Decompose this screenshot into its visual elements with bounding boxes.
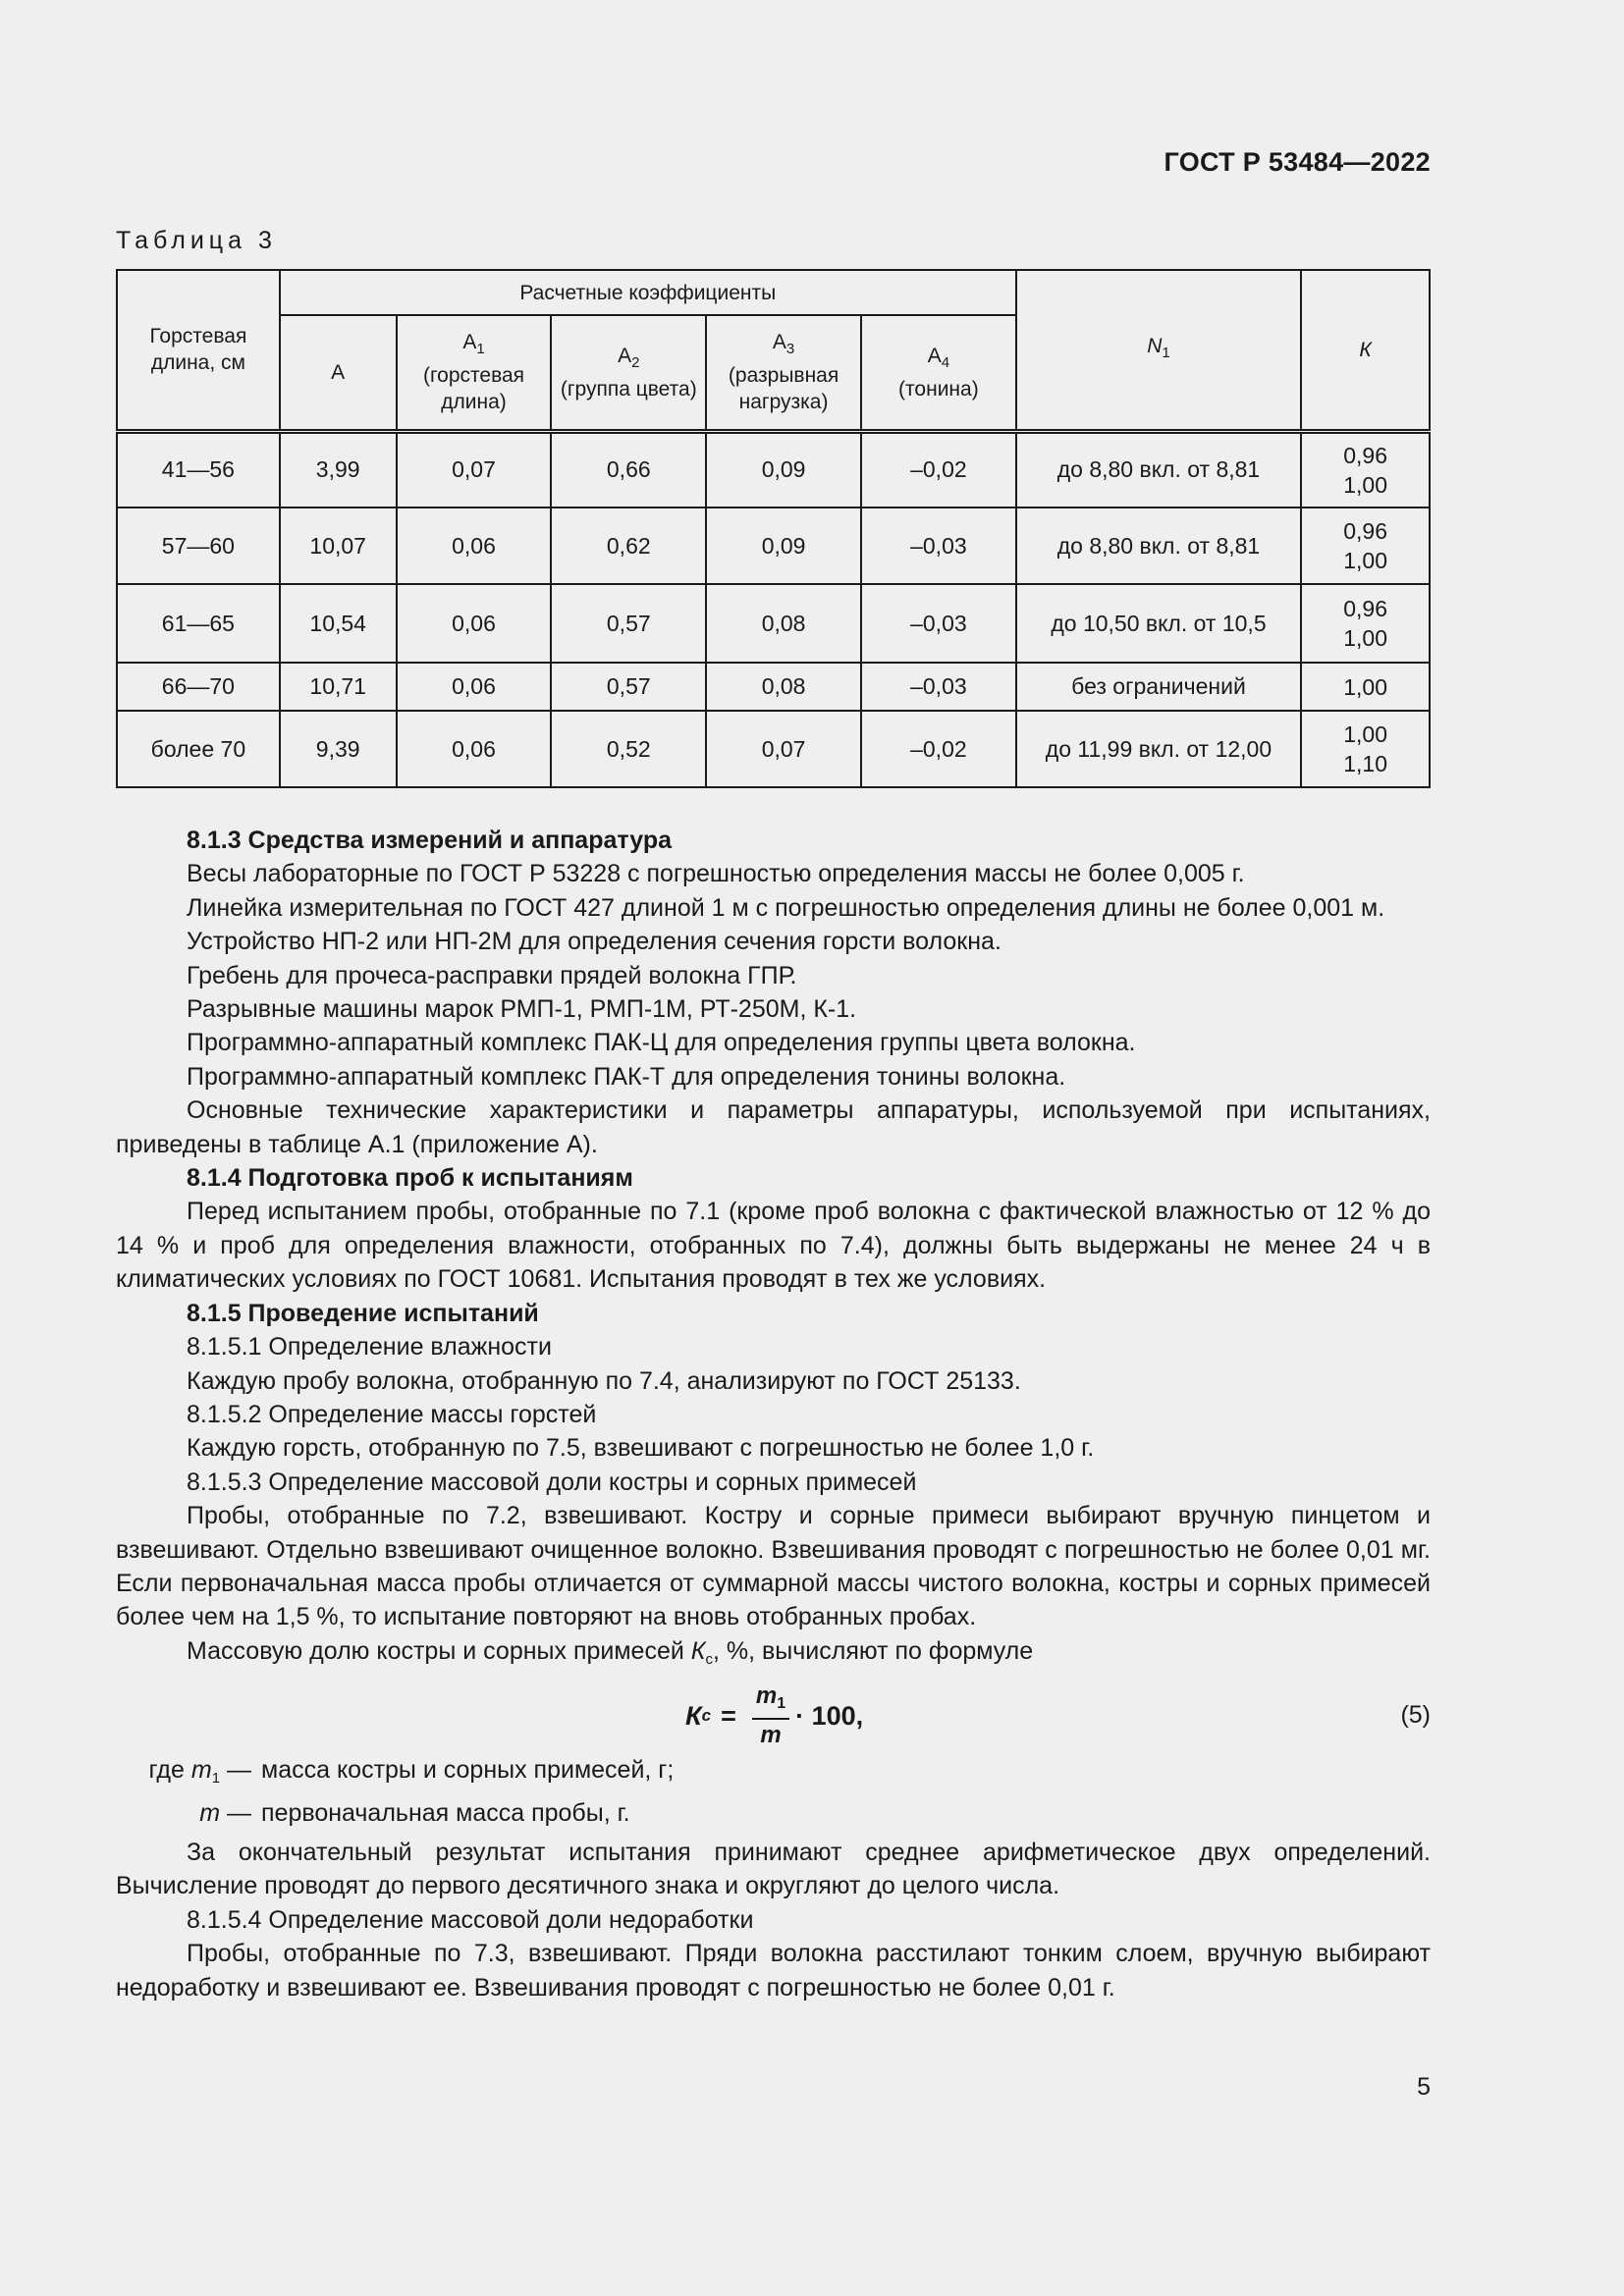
formula-denominator: m [760,1722,782,1749]
table-row [117,663,1430,711]
cell-k-value-1: 1,00 [1343,721,1387,747]
cell-k-value-1: 1,00 [1343,673,1387,700]
cell-a1: 0,07 [397,431,552,507]
cell-a1: 0,06 [397,711,552,787]
table-body [117,431,1430,787]
cell-a1: 0,06 [397,663,552,711]
header-n1 [1016,270,1301,431]
formula-number: (5) [1400,1701,1431,1730]
cell-a4: –0,02 [861,711,1016,787]
formula-numerator [752,1682,789,1720]
cell-a2: 0,57 [551,663,706,711]
paragraph: Пробы, отобранные по 7.2, взвешивают. Костру и сорные примеси выбирают вручную пинцетом и взвешивают. Отдельно взвешивают очищенное волокно. Взвешивания проводят с погрешностью не более 0,01 мг. Если первоначальная масса пробы отличается от суммарной массы чистого волокна, костры и сорных примесей более чем на 1,5 %, то испытание повторяют на вновь отобранных пробах. [116,1502,1431,1631]
num-sub: 1 [777,1695,786,1713]
cell-n1: до 10,50 вкл. от 10,5 [1016,584,1301,663]
formula-eq: = [721,1700,736,1731]
p13-pre: Массовую долю костры и сорных примесей [187,1636,691,1665]
table-row [117,711,1430,787]
cell-k-value-2: 1,00 [1343,548,1387,573]
cell-a4: –0,03 [861,663,1016,711]
a3-note: (разрывная нагрузка) [728,364,839,414]
paragraph: Линейка измерительная по ГОСТ 427 длиной 1 м с погрешностью определения длины не более 0,001 м. [187,893,1385,922]
header-a3 [706,315,861,431]
cell-k [1301,584,1430,663]
subsection-8-1-5-3: 8.1.5.3 Определение массовой доли костры и сорных примесей [187,1468,917,1496]
cell-a3: 0,07 [706,711,861,787]
cell-a3: 0,08 [706,584,861,663]
cell-a4: –0,03 [861,584,1016,663]
cell-k [1301,663,1430,711]
cell-length: 66—70 [117,663,280,711]
body-text [116,824,1431,2004]
formula-block [116,1677,1431,1753]
where-label-2 [116,1796,251,1830]
subsection-8-1-5-1: 8.1.5.1 Определение влажности [187,1333,552,1362]
where1-sub: 1 [211,1770,221,1788]
a4-sub: 4 [941,353,950,371]
cell-a2: 0,62 [551,507,706,584]
a4-base: A [927,344,942,367]
cell-a: 10,71 [280,663,397,711]
a1-note: (горстевая длина) [422,364,525,414]
header-a4 [861,315,1016,431]
table-header-row-1 [117,270,1430,315]
header-length: Горстевая длина, см [117,270,280,431]
cell-n1: до 8,80 вкл. от 8,81 [1016,507,1301,584]
cell-k-value-1: 0,96 [1343,596,1387,621]
cell-length: 57—60 [117,507,280,584]
cell-a2: 0,66 [551,431,706,507]
header-k: К [1301,270,1430,431]
p13-var: К [690,1636,706,1665]
cell-a3: 0,08 [706,663,861,711]
cell-k-value-2: 1,10 [1343,751,1387,776]
cell-k [1301,507,1430,584]
paragraph: За окончательный результат испытания принимают среднее арифметическое двух определений. Вычисление проводят до первого десятичного знака и округляют до целого числа. [116,1838,1431,1900]
cell-a4: –0,03 [861,507,1016,584]
formula-tail: · 100, [795,1700,864,1731]
n1-base: N [1147,335,1163,358]
a3-base: A [772,331,786,354]
where-label-1 [116,1753,251,1795]
cell-k-value-1: 0,96 [1343,442,1387,468]
cell-n1: до 8,80 вкл. от 8,81 [1016,431,1301,507]
cell-a2: 0,57 [551,584,706,663]
a1-base: A [462,331,477,354]
where-row-1 [116,1753,1431,1795]
where2-text: первоначальная масса пробы, г. [261,1798,630,1827]
cell-n1: без ограничений [1016,663,1301,711]
where-block [116,1753,1431,1830]
a1-sub: 1 [476,341,485,358]
cell-a2: 0,52 [551,711,706,787]
subsection-8-1-5-4: 8.1.5.4 Определение массовой доли недоработки [187,1905,754,1934]
cell-k-value-1: 0,96 [1343,518,1387,544]
cell-a: 3,99 [280,431,397,507]
formula-fraction [752,1682,789,1749]
table-row [117,584,1430,663]
cell-n1: до 11,99 вкл. от 12,00 [1016,711,1301,787]
cell-a3: 0,09 [706,507,861,584]
where1-text: масса костры и сорных примесей, г; [261,1756,675,1785]
where2-var: m [199,1798,221,1827]
header-a2 [551,315,706,431]
paragraph: Разрывные машины марок РМП-1, РМП-1М, РТ-250М, К-1. [187,995,857,1024]
cell-a1: 0,06 [397,507,552,584]
paragraph: Гребень для прочеса-расправки прядей волокна ГПР. [187,961,797,989]
paragraph: Перед испытанием пробы, отобранные по 7.1 (кроме проб волокна с фактической влажностью от 12 % до 14 % и проб для определения влажности, отобранных по 7.4), должны быть выдержаны не менее 24 ч в климатических условиях по ГОСТ 10681. Испытания проводят в тех же условиях. [116,1198,1431,1294]
where-row-2 [116,1796,1431,1830]
coefficients-table [116,269,1431,788]
subsection-8-1-5-2: 8.1.5.2 Определение массы горстей [187,1400,597,1428]
a2-sub: 2 [631,353,640,371]
table-row [117,431,1430,507]
a2-base: A [618,344,632,367]
cell-a: 10,07 [280,507,397,584]
cell-a: 10,54 [280,584,397,663]
where2-dash: — [227,1798,251,1827]
a3-sub: 3 [785,341,795,358]
a2-note: (группа цвета) [560,377,697,400]
section-8-1-3: 8.1.3 Средства измерений и аппаратура [187,827,672,854]
where1-dash: — [227,1756,251,1785]
header-coefficients: Расчетные коэффициенты [280,270,1016,315]
table-row [117,507,1430,584]
num-var: m [755,1682,778,1710]
paragraph: Устройство НП-2 или НП-2М для определения сечения горсти волокна. [187,928,1001,956]
cell-length: 41—56 [117,431,280,507]
paragraph: Каждую пробу волокна, отобранную по 7.4, анализируют по ГОСТ 25133. [187,1366,1021,1395]
cell-k [1301,711,1430,787]
cell-k [1301,431,1430,507]
cell-a1: 0,06 [397,584,552,663]
paragraph-formula-intro [116,1634,1431,1677]
where1-var: m [190,1756,212,1785]
cell-a: 9,39 [280,711,397,787]
where-pre: где [148,1756,191,1785]
formula-lhs: К [685,1700,702,1731]
cell-k-value-2: 1,00 [1343,471,1387,498]
paragraph: Каждую горсть, отобранную по 7.5, взвешивают с погрешностью не более 1,0 г. [187,1434,1095,1463]
formula-lhs-sub: с [701,1705,712,1725]
cell-length: 61—65 [117,584,280,663]
p13-post: , %, вычисляют по формуле [713,1636,1034,1665]
page-header-standard: ГОСТ Р 53484—2022 [1164,147,1431,177]
a4-note: (тонина) [898,377,979,400]
header-a1 [397,315,552,431]
paragraph: Программно-аппаратный комплекс ПАК-Т для определения тонины волокна. [187,1062,1066,1091]
paragraph: Основные технические характеристики и параметры аппаратуры, используемой при испытаниях, приведены в таблице А.1 (приложение А). [116,1096,1431,1158]
section-8-1-5: 8.1.5 Проведение испытаний [187,1299,539,1327]
cell-length: более 70 [117,711,280,787]
header-a: A [280,315,397,431]
cell-a3: 0,09 [706,431,861,507]
cell-a4: –0,02 [861,431,1016,507]
page-number: 5 [1417,2073,1431,2101]
p13-sub: с [705,1650,714,1668]
formula-5 [685,1682,863,1749]
paragraph: Пробы, отобранные по 7.3, взвешивают. Пряди волокна расстилают тонким слоем, вручную выбирают недоработку и взвешивают ее. Взвешивания проводят с погрешностью не более 0,01 г. [116,1940,1431,2002]
paragraph: Весы лабораторные по ГОСТ Р 53228 с погрешностью определения массы не более 0,005 г. [187,860,1245,888]
cell-k-value-2: 1,00 [1343,625,1387,651]
section-8-1-4: 8.1.4 Подготовка проб к испытаниям [187,1164,633,1193]
paragraph: Программно-аппаратный комплекс ПАК-Ц для определения группы цвета волокна. [187,1029,1136,1057]
table-caption: Таблица 3 [116,227,277,254]
n1-sub: 1 [1162,345,1170,362]
